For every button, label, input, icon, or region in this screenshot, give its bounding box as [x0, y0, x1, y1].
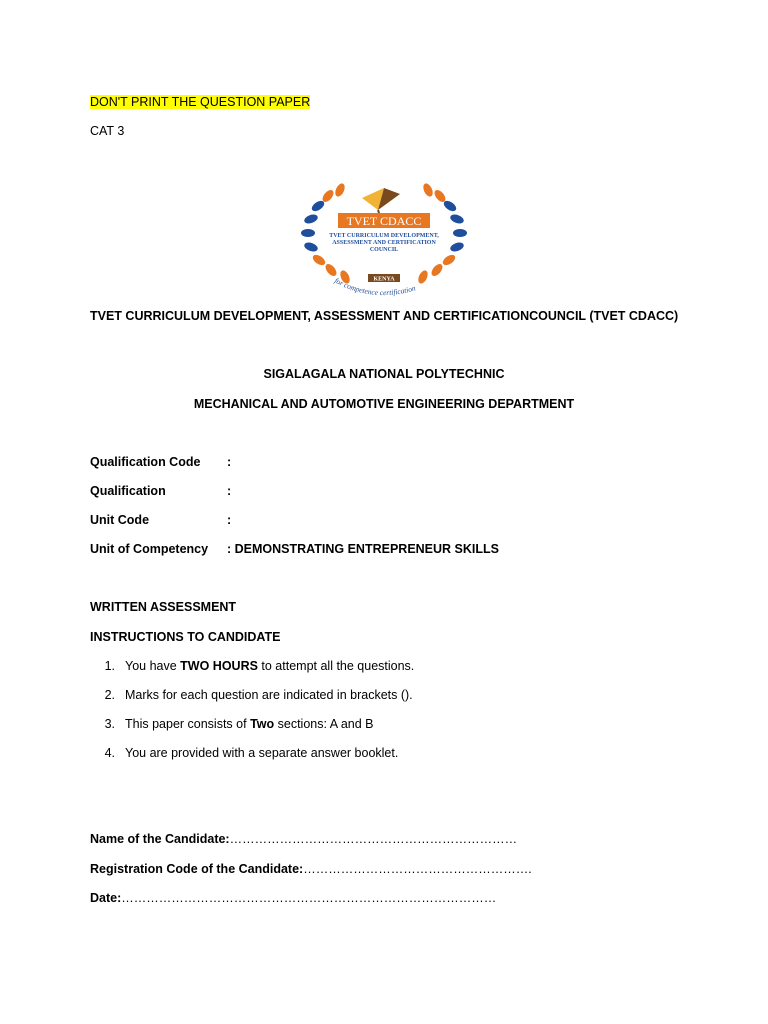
institution-name: SIGALAGALA NATIONAL POLYTECHNIC	[263, 367, 505, 381]
instruction-text-end: to attempt all the questions.	[257, 659, 415, 673]
field-value: :	[227, 455, 232, 469]
field-value: :	[227, 513, 232, 527]
field-value: : DEMONSTRATING ENTREPRENEUR SKILLS	[227, 542, 499, 556]
instruction-text-end: sections: A and B	[274, 717, 374, 731]
candidate-name-label: Name of the Candidate:	[90, 832, 230, 846]
instruction-number: 2.	[104, 688, 115, 702]
field-value: :	[227, 484, 232, 498]
assessment-title: WRITTEN ASSESSMENT	[90, 600, 237, 614]
instruction-text: This paper consists of	[125, 717, 251, 731]
instruction-number: 4.	[104, 746, 115, 760]
instruction-number: 1.	[104, 659, 115, 673]
instruction-number: 3.	[104, 717, 115, 731]
instructions-title: INSTRUCTIONS TO CANDIDATE	[90, 630, 281, 644]
instruction-text: You are provided with a separate answer booklet.	[125, 746, 399, 760]
instruction-emphasis: Two	[250, 717, 275, 731]
logo-fulltext-line-1: TVET CURRICULUM DEVELOPMENT,	[329, 233, 439, 239]
kenya-badge-text: KENYA	[373, 276, 395, 283]
field-label: Qualification	[90, 484, 166, 498]
candidate-date-dots: ………………………………………………………………………………	[121, 891, 497, 905]
logo-name-text: TVET CDACC	[346, 214, 422, 228]
logo-fulltext-line-2: ASSESSMENT AND CERTIFICATION	[332, 240, 436, 246]
instruction-item	[80, 688, 413, 703]
candidate-date-line	[90, 891, 496, 906]
department-name: MECHANICAL AND AUTOMOTIVE ENGINEERING DEPARTMENT	[193, 397, 575, 411]
field-label: Unit of Competency	[90, 542, 209, 556]
tvet-cdacc-logo	[300, 178, 468, 300]
field-label: Unit Code	[90, 513, 150, 527]
council-title: TVET CURRICULUM DEVELOPMENT, ASSESSMENT AND CERTIFICATIONCOUNCIL (TVET CDACC)	[90, 309, 679, 323]
field-unit-of-competency	[90, 542, 499, 557]
instruction-item	[80, 746, 398, 761]
field-qualification	[90, 484, 231, 499]
instruction-emphasis: TWO HOURS	[180, 659, 258, 673]
flag-mark-icon	[362, 188, 400, 216]
instruction-item	[80, 659, 414, 674]
print-warning-text: DON'T PRINT THE QUESTION PAPER	[90, 95, 311, 109]
candidate-name-dots: ……………………………………………………………	[229, 832, 518, 846]
candidate-date-label: Date:	[90, 891, 122, 905]
candidate-reg-label: Registration Code of the Candidate:	[90, 862, 304, 876]
candidate-reg-line	[90, 862, 532, 877]
instruction-text: Marks for each question are indicated in brackets ().	[125, 688, 413, 702]
instruction-item	[80, 717, 374, 732]
logo-motto-path: for competence certification	[333, 275, 417, 298]
cat-label: CAT 3	[90, 124, 125, 138]
field-unit-code	[90, 513, 231, 528]
candidate-reg-dots: ……………………………………………….	[303, 862, 532, 876]
logo-fulltext-line-3: COUNCIL	[369, 247, 399, 253]
candidate-name-line	[90, 832, 517, 847]
print-warning	[90, 95, 310, 110]
instruction-text: You have	[125, 659, 181, 673]
field-qualification-code	[90, 455, 231, 470]
field-label: Qualification Code	[90, 455, 201, 469]
